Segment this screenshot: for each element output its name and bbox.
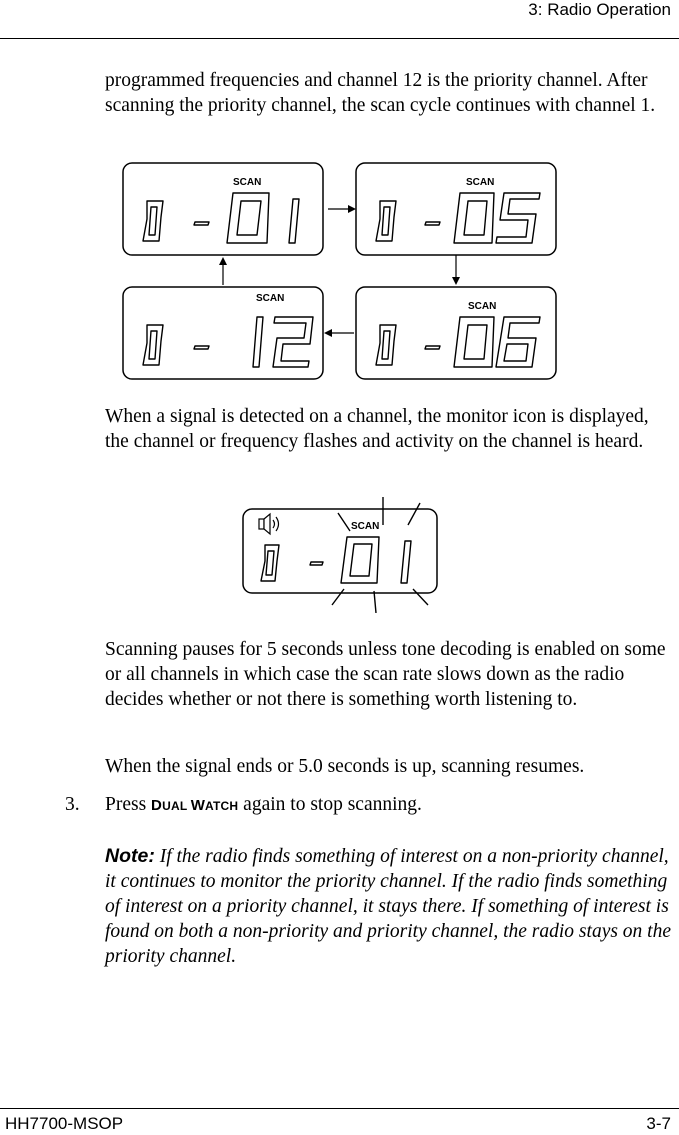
note-label: Note: (105, 845, 155, 867)
scan-label: SCAN (466, 177, 495, 188)
step-text-pre: Press (105, 794, 147, 815)
lcd-dash (310, 562, 323, 565)
lcd-dash (425, 346, 440, 349)
lcd-dash (425, 222, 440, 225)
paragraph-scan-pause: Scanning pauses for 5 seconds unless tone decoding is enabled on some or all channels in which case the scan rate slows down as the radio decides whether or not there is something worth listening to. (105, 639, 666, 710)
page-header-section: 3: Radio Operation (528, 0, 671, 19)
arrowhead-down (452, 277, 460, 285)
footer-page-number: 3-7 (646, 1114, 671, 1133)
note-block (105, 844, 679, 969)
scan-label: SCAN (468, 301, 497, 312)
scan-label: SCAN (256, 293, 285, 304)
footer-model: HH7700-MSOP (5, 1114, 124, 1133)
footer-divider (0, 1108, 679, 1109)
header-divider (0, 38, 679, 39)
ray (374, 591, 376, 613)
lcd-display-ch05 (356, 163, 556, 255)
paragraph-signal-detected: When a signal is detected on a channel, the monitor icon is displayed, the channel or frequency flashes and activity on the channel is heard. (105, 406, 649, 452)
arrowhead-right (348, 205, 356, 213)
dual-watch-key-label: DUAL WATCH (151, 797, 239, 814)
scan-label: SCAN (233, 177, 262, 188)
scan-label: SCAN (351, 521, 380, 532)
paragraph-scan-cycle: programmed frequencies and channel 12 is the priority channel. After scanning the priority channel, the scan cycle continues with channel 1. (105, 70, 656, 116)
lcd-dash (194, 346, 209, 349)
scan-cycle-figure (118, 155, 563, 387)
note-text: If the radio finds something of interest on a non-priority channel, it continues to monitor the priority channel. If the radio finds something of interest on a priority channel, it stays there. If something of interest is found on both a non-priority and priority channel, the radio stays on the priority channel. (105, 846, 672, 967)
step-text-post: again to stop scanning. (243, 794, 422, 815)
arrowhead-up (219, 257, 227, 265)
lcd-dash (194, 222, 209, 225)
step-number: 3. (65, 794, 80, 815)
arrowhead-left (324, 329, 332, 337)
signal-detected-figure (238, 493, 443, 613)
lcd-display-ch01 (123, 163, 323, 255)
lcd-display-ch06 (356, 287, 556, 379)
lcd-display-ch12 (123, 287, 323, 379)
paragraph-scan-resume: When the signal ends or 5.0 seconds is up, scanning resumes. (105, 756, 585, 777)
step-3 (65, 792, 422, 819)
